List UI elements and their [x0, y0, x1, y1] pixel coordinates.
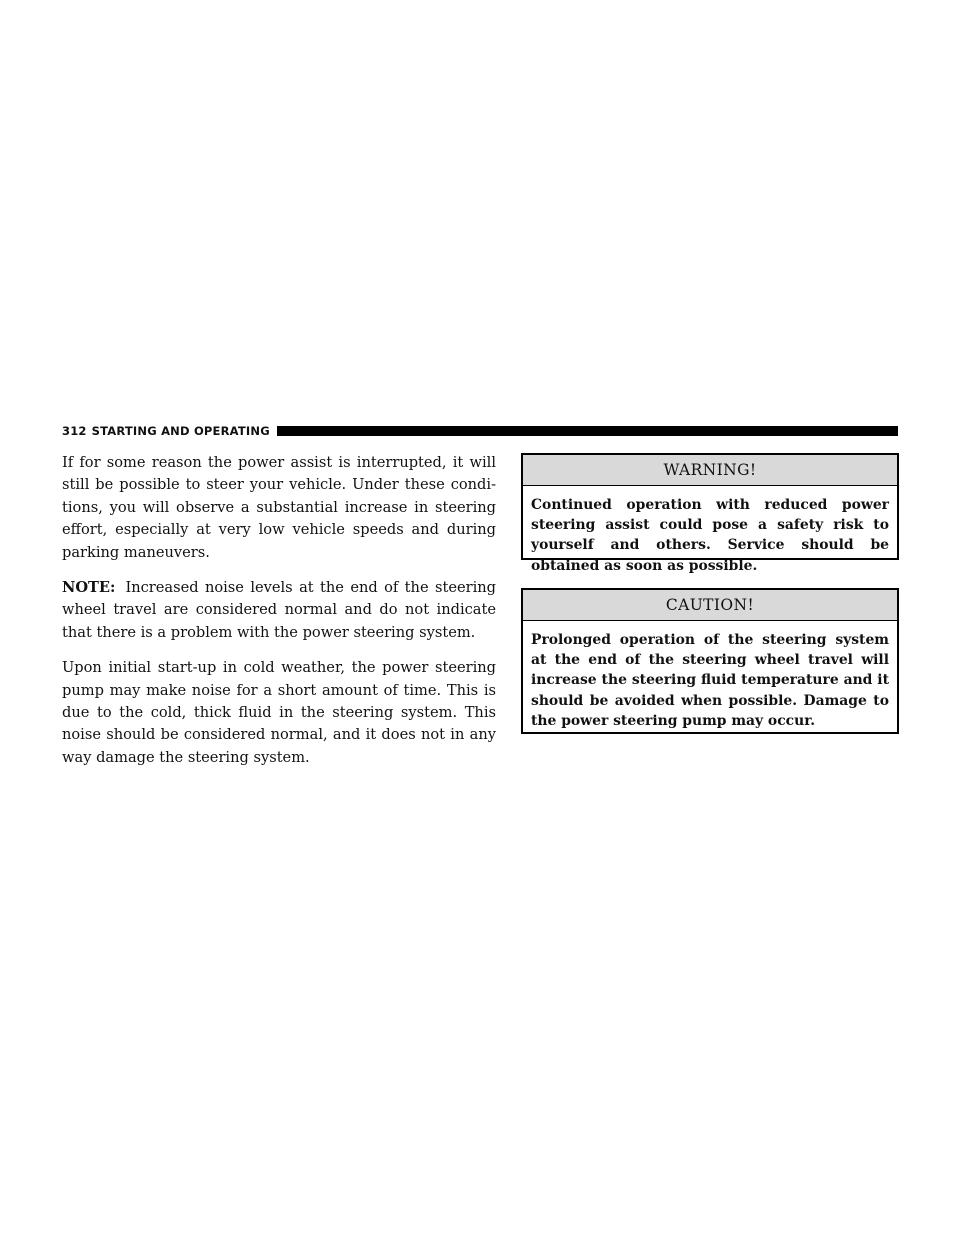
page-number: 312 — [62, 424, 87, 438]
body-text-column — [62, 452, 496, 782]
section-title: STARTING AND OPERATING — [91, 424, 270, 438]
warning-text: Continued operation with reduced power steering assist could pose a safety risk to yourself and others. Service should be obtained as soon as possible. — [531, 497, 889, 574]
warning-box — [521, 453, 899, 574]
caution-text: Prolonged operation of the steering system at the end of the steering wheel travel will increase the steering fluid temperature and it should be avoided when possible. Damage to the power steering pump may occur. — [531, 632, 889, 729]
warning-title: WARNING! — [523, 455, 897, 486]
caution-title: CAUTION! — [523, 590, 897, 621]
note-text: Increased noise levels at the end of the steering wheel travel are considered normal and do not indicate that there is a problem with the power steering system. — [62, 579, 496, 641]
note-label: NOTE: — [62, 579, 116, 597]
paragraph-cold-weather: Upon initial start-up in cold weather, the power steering pump may make noise for a short amount of time. This is due to the cold, thick fluid in the steering system. This noise should be considered normal, and it does not in any way damage the steering system. — [62, 659, 496, 766]
header-rule — [277, 426, 898, 436]
page-header — [62, 421, 898, 441]
note-paragraph — [62, 577, 496, 644]
paragraph-power-assist: If for some reason the power assist is interrupted, it will still be possible to steer your vehicle. Under these conditions, you will observe a substantial increase in steering effort, especially at very low vehicle speeds and during parking maneuvers. — [62, 454, 496, 561]
caution-box — [521, 588, 899, 734]
